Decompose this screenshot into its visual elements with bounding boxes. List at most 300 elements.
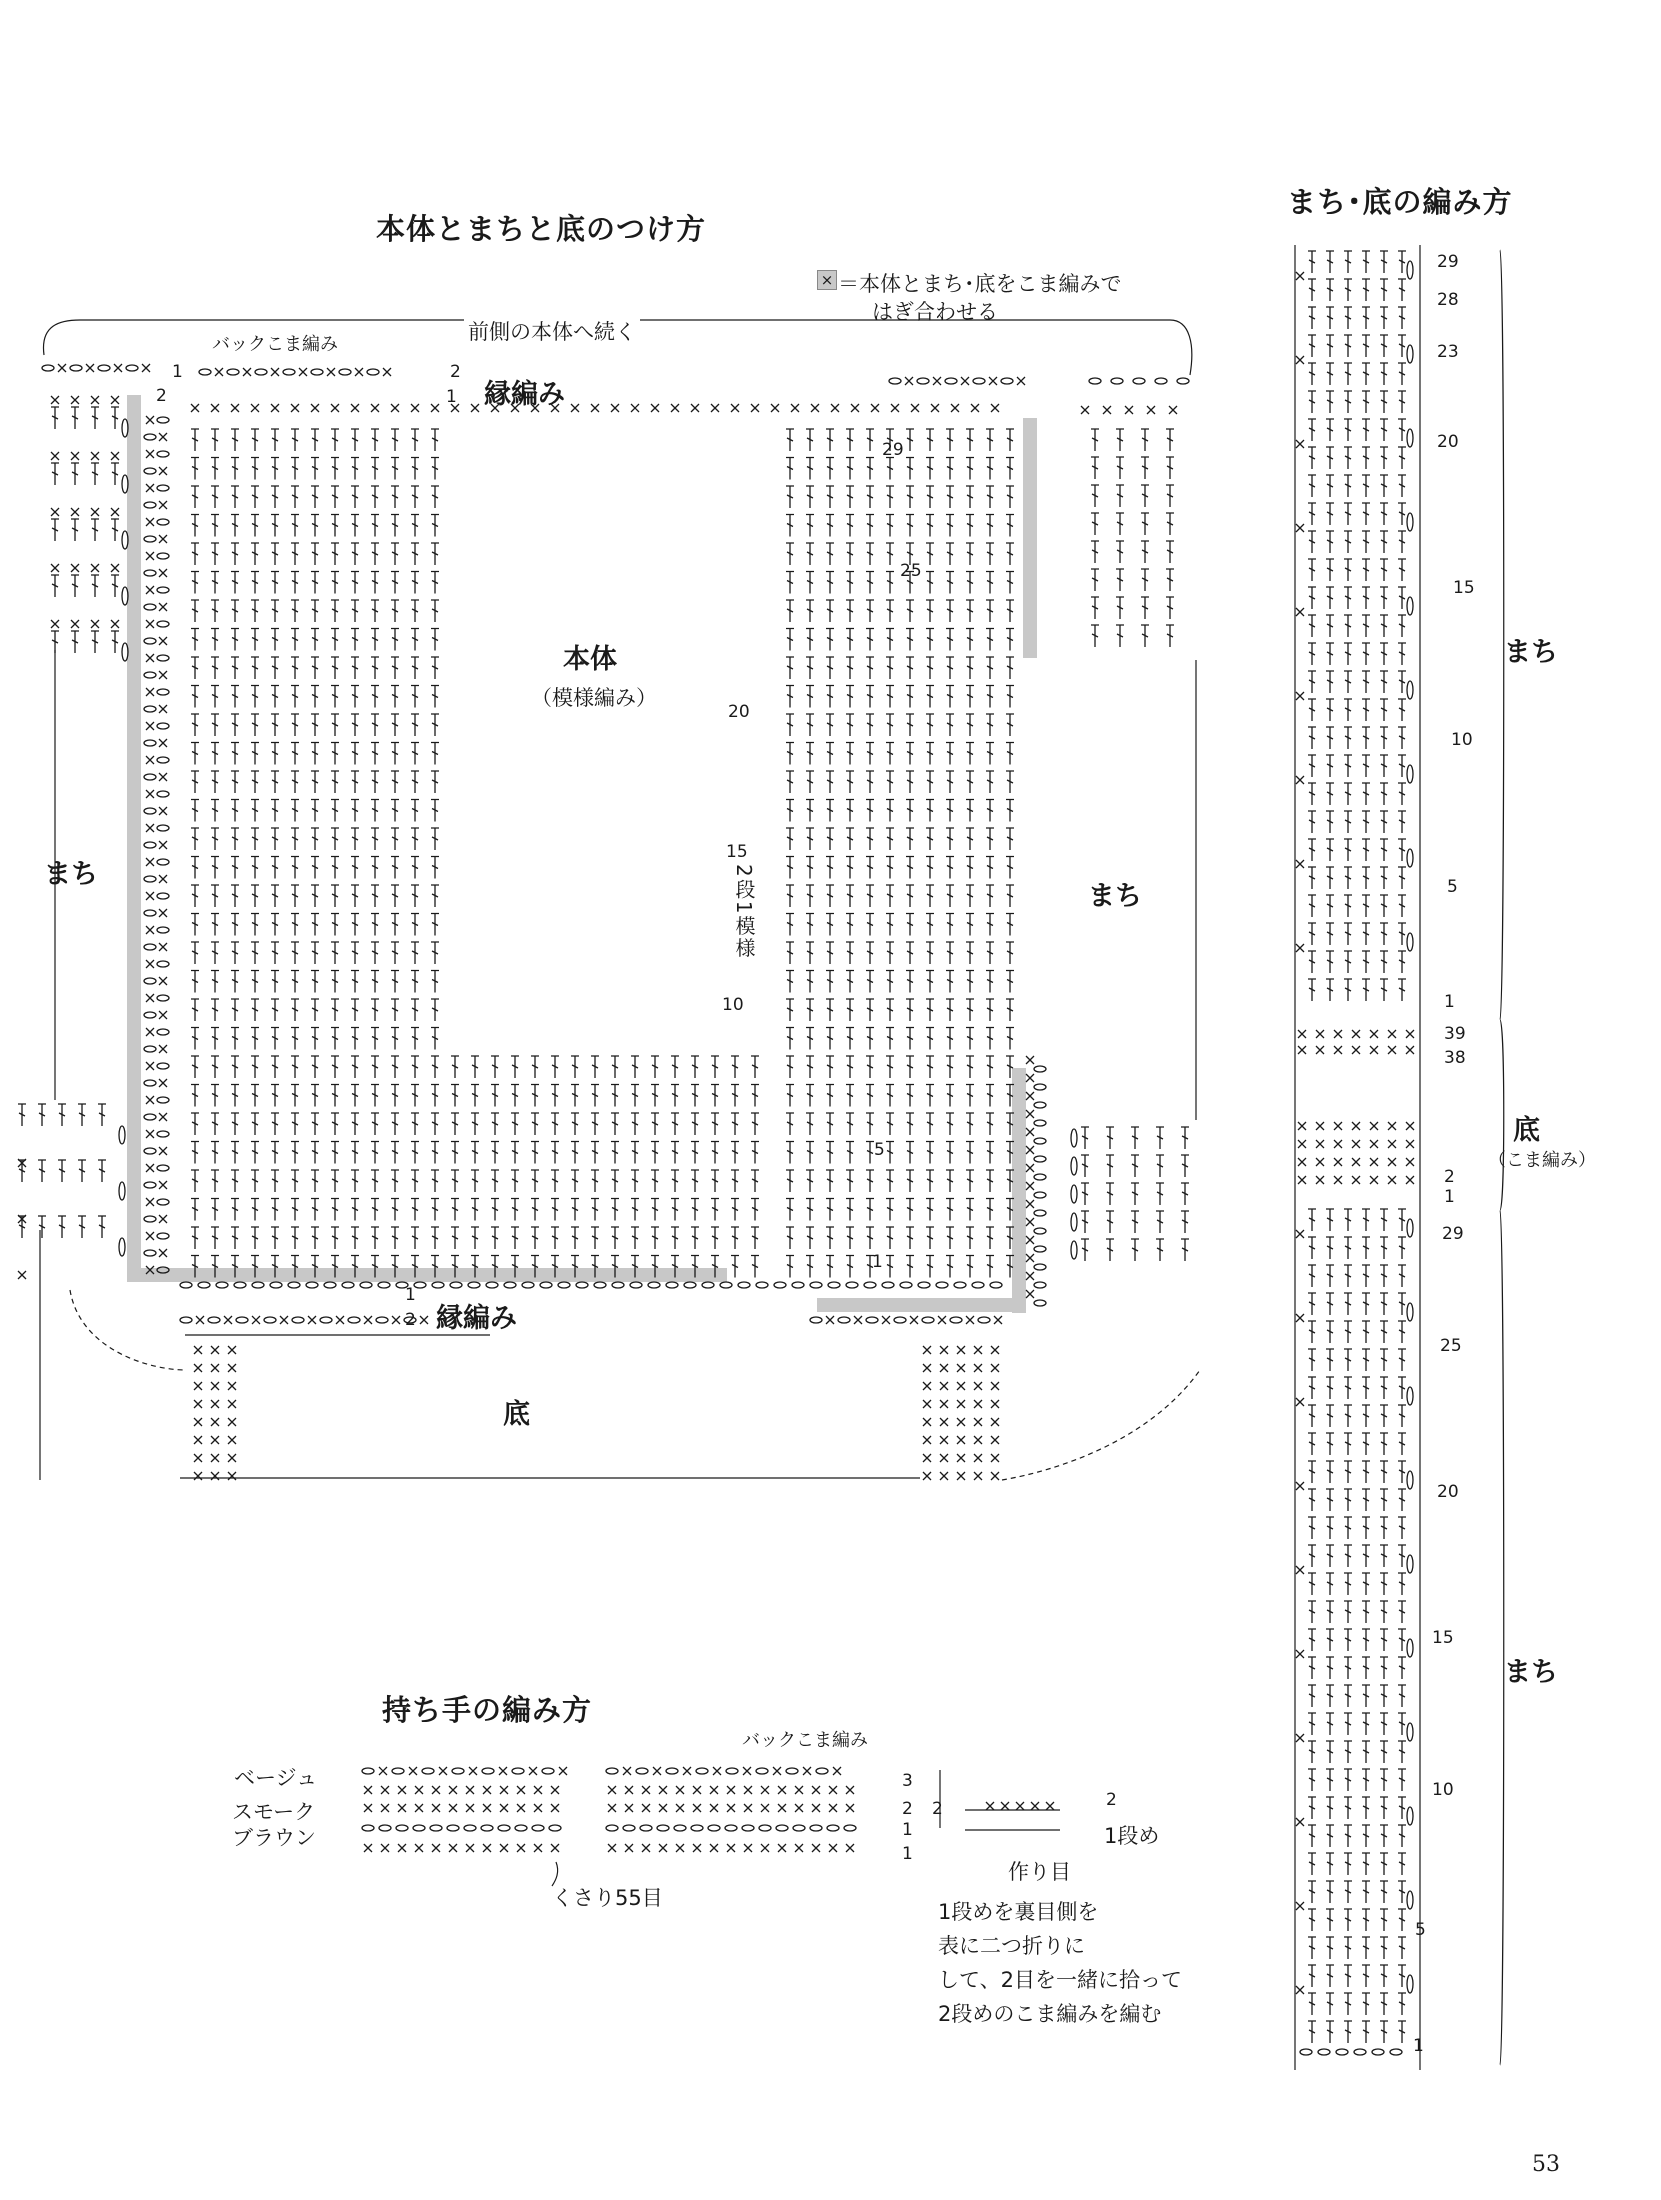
dc-mark (1181, 1183, 1189, 1205)
dc-mark (1398, 1237, 1406, 1259)
dc-mark (371, 686, 379, 708)
sc-mark (146, 1062, 154, 1070)
dc-mark (251, 686, 259, 708)
chain-mark (576, 1282, 588, 1288)
sc-mark (1026, 1074, 1034, 1082)
dc-mark (1006, 743, 1014, 765)
dc-mark (711, 1056, 719, 1078)
sc-mark (1103, 406, 1111, 414)
sc-mark (659, 1786, 667, 1794)
dc-mark (946, 743, 954, 765)
dc-mark (906, 686, 914, 708)
dc-mark (1326, 1685, 1334, 1707)
sc-mark (280, 1316, 288, 1324)
sc-mark (744, 1804, 752, 1812)
dc-mark (1344, 1209, 1352, 1231)
sc-mark (1406, 1176, 1414, 1184)
sc-mark (1026, 1164, 1034, 1172)
sc-mark (773, 1767, 781, 1775)
dc-mark (351, 486, 359, 508)
chain-mark (396, 1825, 408, 1831)
chain-mark (339, 369, 351, 375)
dc-mark (231, 857, 239, 879)
dc-mark (211, 657, 219, 679)
dc-mark (1326, 335, 1334, 357)
dc-mark (946, 1085, 954, 1107)
dc-mark (886, 1199, 894, 1221)
chain-mark (144, 502, 156, 508)
dc-mark (1006, 828, 1014, 850)
sc-mark (398, 1804, 406, 1812)
dc-mark (866, 600, 874, 622)
sc-mark (311, 404, 319, 412)
dc-mark (391, 857, 399, 879)
dc-mark (58, 1216, 66, 1238)
sc-mark (831, 404, 839, 412)
dc-mark (1006, 942, 1014, 964)
dc-mark (391, 999, 399, 1021)
dc-mark (611, 1170, 619, 1192)
dc-mark (211, 857, 219, 879)
chain-mark (691, 1825, 703, 1831)
dc-mark (231, 458, 239, 480)
sc-mark (271, 368, 279, 376)
dc-mark (1380, 951, 1388, 973)
dc-mark (271, 1028, 279, 1050)
dc-mark (846, 999, 854, 1021)
dc-mark (1380, 391, 1388, 413)
sc-mark (271, 404, 279, 412)
dc-mark (251, 1085, 259, 1107)
dc-mark (291, 458, 299, 480)
dc-mark (826, 1142, 834, 1164)
dc-mark (866, 429, 874, 451)
sc-mark (991, 404, 999, 412)
rb-row-1: 1 (1444, 1187, 1455, 1207)
chain-mark (126, 365, 138, 371)
dc-mark (1362, 1629, 1370, 1651)
dc-mark (1380, 1965, 1388, 1987)
dc-mark (211, 942, 219, 964)
dc-mark (311, 771, 319, 793)
dc-mark (431, 743, 439, 765)
chain-mark (236, 1317, 248, 1323)
sc-mark (517, 1786, 525, 1794)
dc-mark (431, 1056, 439, 1078)
dc-mark (906, 657, 914, 679)
dc-mark (846, 714, 854, 736)
dc-mark (191, 1028, 199, 1050)
dc-mark (806, 629, 814, 651)
dc-mark (906, 743, 914, 765)
dc-mark (886, 743, 894, 765)
dc-mark (1326, 1545, 1334, 1567)
handle-row-3: 3 (902, 1771, 913, 1791)
sc-mark (1316, 1176, 1324, 1184)
dc-mark (391, 629, 399, 651)
sc-mark (215, 368, 223, 376)
dc-mark (866, 1227, 874, 1249)
chain-mark (844, 1825, 856, 1831)
sc-mark (58, 364, 66, 372)
chain-mark (720, 1282, 732, 1288)
sc-mark (1296, 860, 1304, 868)
dc-mark (211, 429, 219, 451)
dc-mark (291, 828, 299, 850)
dc-mark (1362, 1881, 1370, 1903)
chain-mark (227, 369, 239, 375)
dc-mark (191, 1170, 199, 1192)
dc-mark (886, 1170, 894, 1192)
sc-mark (911, 404, 919, 412)
dc-mark (1326, 1601, 1334, 1623)
sc-mark (415, 1844, 423, 1852)
dc-mark (1326, 531, 1334, 553)
sc-mark (1388, 1140, 1396, 1148)
dc-mark (671, 1142, 679, 1164)
turn-chain-mark (1407, 429, 1413, 447)
dc-mark (946, 1113, 954, 1135)
dc-mark (551, 1056, 559, 1078)
dc-mark (966, 800, 974, 822)
sc-mark (871, 404, 879, 412)
sc-mark (159, 1249, 167, 1257)
dc-mark (966, 572, 974, 594)
dc-mark (751, 1227, 759, 1249)
dc-mark (866, 486, 874, 508)
dc-mark (1006, 857, 1014, 879)
dc-mark (826, 1199, 834, 1221)
turn-chain-mark (1407, 1891, 1413, 1909)
dc-mark (1380, 1433, 1388, 1455)
dc-mark (806, 942, 814, 964)
dc-mark (906, 1227, 914, 1249)
dc-mark (1344, 615, 1352, 637)
dc-mark (451, 1227, 459, 1249)
sc-mark (159, 1215, 167, 1223)
dc-mark (1380, 727, 1388, 749)
sc-mark (1334, 1030, 1342, 1038)
dc-mark (251, 486, 259, 508)
dc-mark (231, 743, 239, 765)
rbg-row-1: 1 (1413, 2036, 1424, 2056)
dc-mark (331, 1085, 339, 1107)
dc-mark (511, 1227, 519, 1249)
dc-mark (1398, 1209, 1406, 1231)
chain-mark (978, 1317, 990, 1323)
dc-mark (826, 914, 834, 936)
dc-mark (591, 1142, 599, 1164)
dc-mark (1398, 615, 1406, 637)
sc-mark (251, 404, 259, 412)
dc-mark (271, 543, 279, 565)
dc-mark (391, 458, 399, 480)
dc-mark (806, 1028, 814, 1050)
repeat-label: 2段1模様 (732, 864, 756, 960)
dc-mark (191, 743, 199, 765)
dc-mark (391, 743, 399, 765)
dc-mark (986, 914, 994, 936)
dc-mark (271, 828, 279, 850)
back-sc-label-top: バックこま編み (212, 334, 338, 355)
sc-mark (379, 1767, 387, 1775)
dc-mark (331, 1227, 339, 1249)
dc-mark (311, 1028, 319, 1050)
sc-mark (991, 1400, 999, 1408)
dc-mark (571, 1056, 579, 1078)
dc-mark (1326, 363, 1334, 385)
dc-mark (211, 458, 219, 480)
dc-mark (1398, 307, 1406, 329)
dc-mark (786, 971, 794, 993)
dc-mark (966, 1085, 974, 1107)
dc-mark (926, 1028, 934, 1050)
sc-mark (146, 518, 154, 526)
dc-mark (371, 800, 379, 822)
dc-mark (1344, 1713, 1352, 1735)
sc-mark (392, 1316, 400, 1324)
dc-mark (906, 914, 914, 936)
body-label: 本体 (563, 644, 617, 675)
sc-mark (71, 396, 79, 404)
sc-mark (940, 1436, 948, 1444)
rt-row-28: 28 (1437, 290, 1459, 310)
dc-mark (98, 1104, 106, 1126)
sc-mark (18, 1271, 26, 1279)
dc-mark (926, 486, 934, 508)
sc-mark (51, 396, 59, 404)
dc-mark (1326, 811, 1334, 833)
dc-mark (1344, 699, 1352, 721)
dc-mark (966, 1199, 974, 1221)
sc-mark (986, 1802, 994, 1810)
dc-mark (711, 1199, 719, 1221)
sc-mark (771, 404, 779, 412)
dc-mark (846, 1028, 854, 1050)
dc-mark (271, 857, 279, 879)
turn-chain-mark (1407, 765, 1413, 783)
sc-mark (231, 404, 239, 412)
turn-chain-mark (1407, 1807, 1413, 1825)
dc-mark (251, 857, 259, 879)
chain-mark (464, 1825, 476, 1831)
sc-mark (923, 1454, 931, 1462)
dc-mark (191, 572, 199, 594)
sc-mark (111, 508, 119, 516)
dc-mark (251, 771, 259, 793)
sc-mark (1406, 1122, 1414, 1130)
dc-mark (51, 463, 59, 485)
sc-mark (142, 364, 150, 372)
dc-mark (1006, 600, 1014, 622)
chain-mark (486, 1282, 498, 1288)
dc-mark (191, 771, 199, 793)
rt-row-10: 10 (1451, 730, 1473, 750)
dc-mark (191, 1113, 199, 1135)
dc-mark (1141, 597, 1149, 619)
dc-mark (351, 429, 359, 451)
dc-mark (1398, 391, 1406, 413)
dc-mark (251, 800, 259, 822)
chain-mark (990, 1282, 1002, 1288)
dc-mark (986, 828, 994, 850)
dc-mark (431, 543, 439, 565)
sc-mark (1026, 1200, 1034, 1208)
sc-mark (500, 1804, 508, 1812)
sc-mark (534, 1804, 542, 1812)
dc-mark (251, 543, 259, 565)
sc-mark (795, 1786, 803, 1794)
rt-row-20: 20 (1437, 432, 1459, 452)
turn-chain-mark (1071, 1213, 1077, 1231)
dc-mark (271, 1113, 279, 1135)
dc-mark (1308, 1825, 1316, 1847)
chain-mark (144, 536, 156, 542)
dc-mark (111, 575, 119, 597)
sc-mark (1026, 1218, 1034, 1226)
dc-mark (1344, 1349, 1352, 1371)
rb-row-38: 38 (1444, 1048, 1466, 1068)
dc-mark (1398, 559, 1406, 581)
dc-mark (591, 1170, 599, 1192)
dc-mark (1398, 1405, 1406, 1427)
dc-mark (1380, 1741, 1388, 1763)
sc-mark (961, 377, 969, 385)
handle-color-smoke: スモーク (232, 1800, 316, 1824)
sc-mark (364, 1786, 372, 1794)
sc-mark (1298, 1122, 1306, 1130)
dc-mark (1362, 1405, 1370, 1427)
dc-mark (331, 800, 339, 822)
chain-mark (311, 369, 323, 375)
sc-mark (1316, 1046, 1324, 1054)
sc-mark (159, 637, 167, 645)
chain-mark (157, 587, 169, 593)
chain-mark (828, 1282, 840, 1288)
dc-mark (1344, 1965, 1352, 1987)
dc-mark (1344, 951, 1352, 973)
dc-mark (1344, 811, 1352, 833)
chain-mark (549, 1825, 561, 1831)
chain-mark (1133, 378, 1145, 384)
dc-mark (1380, 2021, 1388, 2043)
sc-mark (683, 1767, 691, 1775)
dc-mark (91, 407, 99, 429)
dc-mark (866, 458, 874, 480)
dc-mark (311, 914, 319, 936)
dc-mark (786, 1085, 794, 1107)
right-brace-bottom (1500, 1210, 1504, 2065)
chain-mark (379, 1825, 391, 1831)
dc-mark (806, 1227, 814, 1249)
dc-mark (1398, 1489, 1406, 1511)
dc-mark (786, 629, 794, 651)
sc-mark (957, 1472, 965, 1480)
dc-mark (51, 407, 59, 429)
dc-mark (866, 885, 874, 907)
dc-mark (946, 971, 954, 993)
dc-mark (651, 1113, 659, 1135)
dc-mark (846, 1256, 854, 1278)
dc-mark (371, 1113, 379, 1135)
dc-mark (291, 629, 299, 651)
dc-mark (431, 828, 439, 850)
sc-mark (891, 404, 899, 412)
body-sub-label: （模様編み） (531, 686, 657, 710)
dc-mark (371, 999, 379, 1021)
dc-mark (1326, 1461, 1334, 1483)
sc-mark (1296, 1314, 1304, 1322)
handle-row-2: 2 (902, 1799, 913, 1819)
dc-mark (806, 999, 814, 1021)
dc-mark (886, 1085, 894, 1107)
dc-mark (511, 1199, 519, 1221)
dc-mark (431, 657, 439, 679)
chain-mark (157, 689, 169, 695)
chain-mark (1089, 378, 1101, 384)
dc-mark (1106, 1239, 1114, 1261)
dc-mark (1326, 1937, 1334, 1959)
sc-mark (159, 977, 167, 985)
dc-mark (866, 857, 874, 879)
sc-mark (86, 364, 94, 372)
dc-mark (1344, 1657, 1352, 1679)
sc-mark (411, 404, 419, 412)
dc-mark (1380, 1713, 1388, 1735)
dc-mark (1308, 643, 1316, 665)
dc-mark (351, 657, 359, 679)
dc-mark (411, 999, 419, 1021)
dc-mark (1326, 1517, 1334, 1539)
dc-mark (231, 800, 239, 822)
dc-mark (966, 458, 974, 480)
dc-mark (1326, 1825, 1334, 1847)
dc-mark (371, 942, 379, 964)
sc-mark (727, 1786, 735, 1794)
dc-mark (291, 1170, 299, 1192)
dc-mark (1006, 1028, 1014, 1050)
dc-mark (1308, 1881, 1316, 1903)
dc-mark (551, 1170, 559, 1192)
dc-mark (551, 1142, 559, 1164)
dc-mark (191, 1056, 199, 1078)
sc-mark (1334, 1140, 1342, 1148)
dc-mark (886, 971, 894, 993)
dc-mark (331, 515, 339, 537)
dc-mark (786, 600, 794, 622)
dc-mark (311, 1199, 319, 1221)
dc-mark (1362, 1657, 1370, 1679)
dc-mark (1380, 699, 1388, 721)
handle-detail-row-2: 2 (1106, 1790, 1117, 1810)
dc-mark (966, 714, 974, 736)
dc-mark (826, 429, 834, 451)
dc-mark (1141, 457, 1149, 479)
dc-mark (411, 1085, 419, 1107)
dc-mark (291, 771, 299, 793)
dc-mark (966, 1142, 974, 1164)
dc-mark (946, 629, 954, 651)
dc-mark (1380, 643, 1388, 665)
dc-mark (271, 942, 279, 964)
dc-mark (391, 800, 399, 822)
dc-mark (1326, 1433, 1334, 1455)
dc-mark (986, 458, 994, 480)
dc-mark (1006, 885, 1014, 907)
bottom-label: 底 (503, 1399, 530, 1430)
dc-mark (906, 771, 914, 793)
dc-mark (866, 828, 874, 850)
